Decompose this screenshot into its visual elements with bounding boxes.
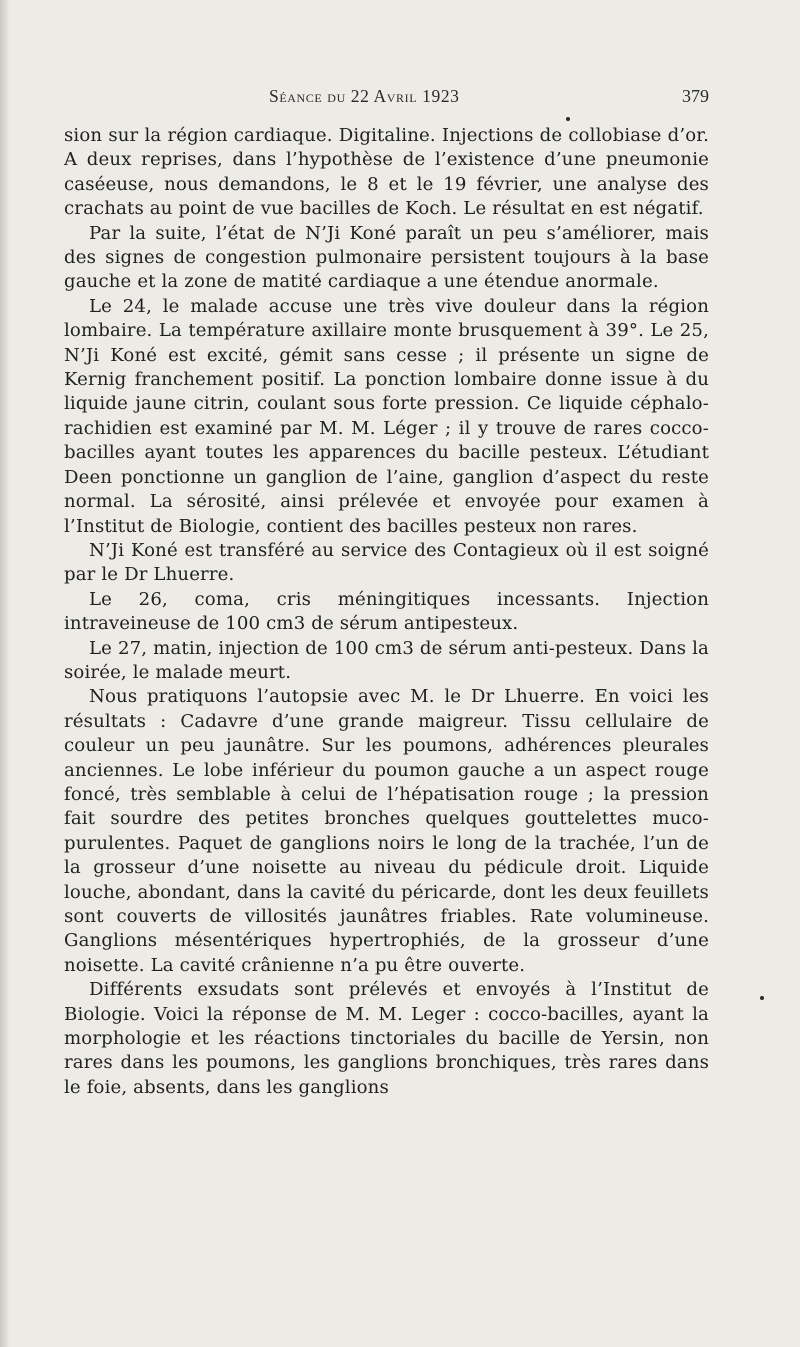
paragraph: sion sur la région cardiaque. Digitaline. Injections de collobiase d’or. A deux reprises, dans l’hypothèse de l’existence d’une pneumonie caséeuse, nous demandons, le 8 et le 19 février, une analyse des crachats au point de vue bacilles de Koch. Le résultat en est négatif. xyxy=(64,125,709,220)
paragraph: Le 24, le malade accuse une très vive douleur dans la région lombaire. La température axillaire monte brusquement à 39°. Le 25, N’Ji Koné est excité, gémit sans cesse ; il présente un signe de Kernig franchement positif. La ponction lombaire donne issue à du liquide jaune citrin, coulant sous forte pression. Ce liquide céphalo-rachidien est examiné par M. M. Léger ; il y trouve de rares cocco-bacilles ayant toutes les apparences du bacille pesteux. L’étudiant Deen ponctionne un ganglion de l’aine, ganglion d’aspect du reste normal. La sérosité, ainsi prélevée et envoyée pour examen à l’Institut de Biologie, contient des bacilles pesteux non rares. xyxy=(64,295,709,537)
ink-speck xyxy=(566,117,570,121)
paragraph: Le 27, matin, injection de 100 cm3 de sérum anti-pesteux. Dans la soirée, le malade meurt. xyxy=(64,637,709,683)
ink-speck xyxy=(760,996,764,1000)
paragraph: Par la suite, l’état de N’Ji Koné paraît un peu s’améliorer, mais des signes de congestion pulmonaire persistent toujours à la base gauche et la zone de matité cardiaque a une étendue anormale. xyxy=(64,222,709,293)
paragraph: N’Ji Koné est transféré au service des Contagieux où il est soigné par le Dr Lhuerre. xyxy=(64,539,709,586)
paragraph: Le 26, coma, cris méningitiques incessants. Injection intraveineuse de 100 cm3 de sérum antipesteux. xyxy=(64,588,709,635)
body-text xyxy=(64,124,709,1100)
page-gutter-shadow xyxy=(0,0,10,1347)
paragraph: Différents exsudats sont prélevés et envoyés à l’Institut de Biologie. Voici la réponse de M. M. Leger : cocco-bacilles, ayant la morphologie et les réactions tinctoriales du bacille de Yersin, non rares dans les poumons, les ganglions bronchiques, très rares dans le foie, absents, dans les ganglions xyxy=(64,979,709,1098)
paragraph: Nous pratiquons l’autopsie avec M. le Dr Lhuerre. En voici les résultats : Cadavre d’une grande maigreur. Tissu cellulaire de couleur un peu jaunâtre. Sur les poumons, adhérences pleurales anciennes. Le lobe inférieur du poumon gauche a un aspect rouge foncé, très semblable à celui de l’hépatisation rouge ; la pression fait sourdre des petites bronches quelques gouttelettes muco-purulentes. Paquet de ganglions noirs le long de la trachée, l’un de la grosseur d’une noisette au niveau du pédicule droit. Liquide louche, abondant, dans la cavité du péricarde, dont les deux feuillets sont couverts de villosités jaunâtres friables. Rate volumineuse. Ganglions mésentériques hypertrophiés, de la grosseur d’une noisette. La cavité crânienne n’a pu être ouverte. xyxy=(64,686,709,976)
running-head: Séance du 22 Avril 1923 xyxy=(269,86,460,106)
page-header xyxy=(64,86,709,112)
page-number: 379 xyxy=(682,86,709,106)
